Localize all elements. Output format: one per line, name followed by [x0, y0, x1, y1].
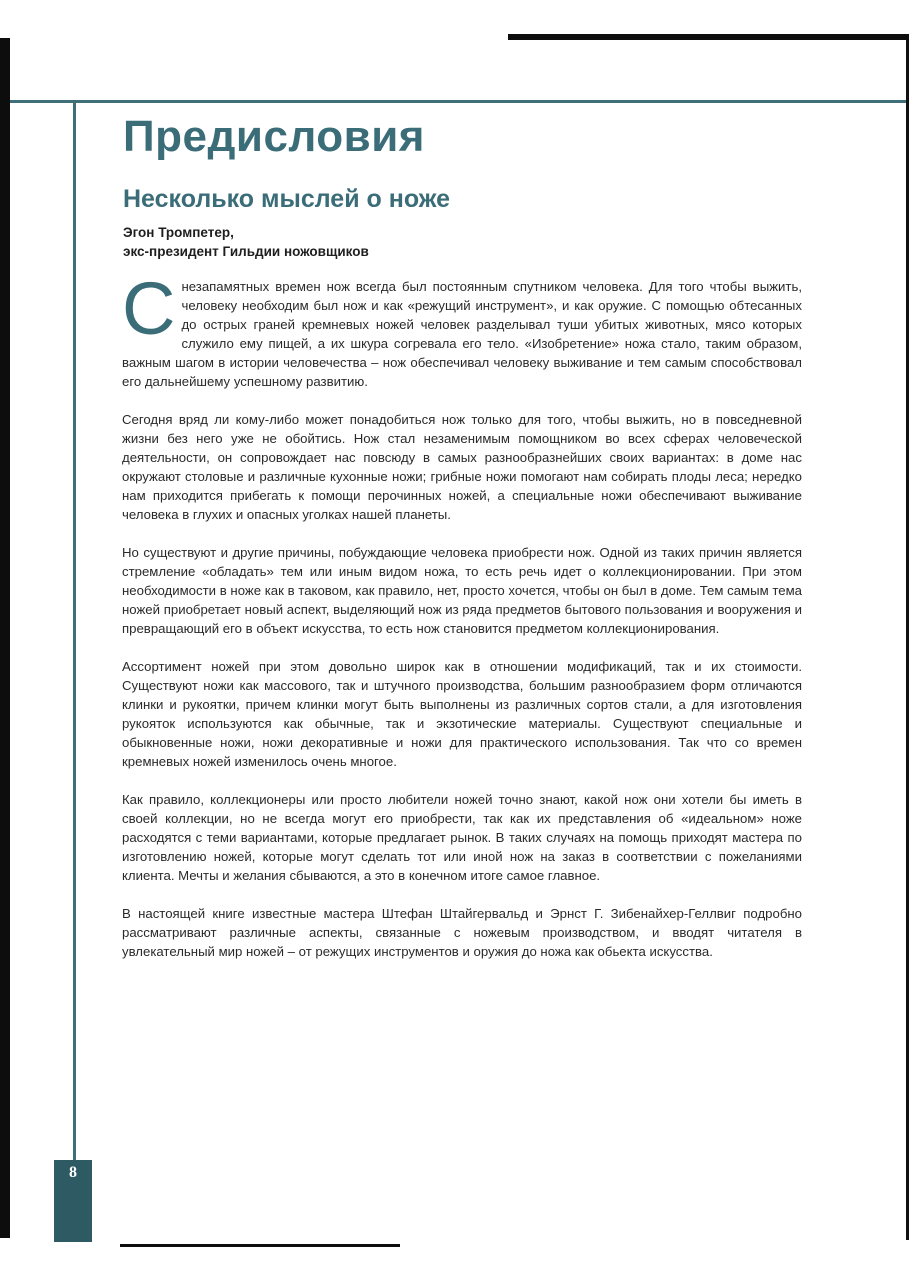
body-text: [122, 267, 802, 980]
page-number-tab: [54, 1160, 92, 1242]
chapter-title: Предисловия: [123, 112, 425, 161]
section-title: Несколько мыслей о ноже: [123, 185, 451, 213]
header-rule: [10, 100, 906, 103]
drop-cap: С: [122, 267, 176, 350]
paragraph-2: Сегодня вряд ли кому-либо может понадобиться нож только для того, чтобы выжить, но в повседневной жизни без него уже не обойтись. Нож стал незаменимым помощником во всех сферах человеческой деятельности, он сопровождает нас повсюду в самых разнообразнейших своих вариантах: в доме нас окружают столовые и различные кухонные ножи; грибные ножи помогают нам собирать плоды леса; нередко нам приходится прибегать к помощи перочинных ножей, а специальные ножи обеспечивают выживание человека в глухих и опасных уголках нашей планеты.: [122, 412, 802, 522]
scan-border-top: [508, 34, 909, 40]
margin-rule: [73, 100, 76, 1240]
author-block: [123, 223, 723, 261]
paragraph-4: Ассортимент ножей при этом довольно широк как в отношении модификаций, так и их стоимости. Существуют ножи как массового, так и штучного производства, большим разнообразием форм отличаются клинки и рукоятки, причем клинки могут быть выполнены из различных сортов стали, а для изготовления рукояток используются как обычные, так и экзотические материалы. Существуют специальные и обыкновенные ножи, ножи декоративные и ножи для практического использования. Так что со времен кремневых ножей изменилось очень многое.: [122, 659, 802, 769]
author-name: Эгон Тромпетер,: [123, 225, 234, 240]
paragraph-6: В настоящей книге известные мастера Штефан Штайгервальд и Эрнст Г. Зибенайхер-Геллвиг подробно рассматривают различные аспекты, связанные с ножевым производством, и вводят читателя в увлекательный мир ножей – от режущих инструментов и оружия до ножа как обьекта искусства.: [122, 906, 802, 959]
scan-border-left: [0, 38, 10, 1238]
paragraph-1-text: незапамятных времен нож всегда был постоянным спутником человека. Для того чтобы выжить, человеку необходим был нож и как «режущий инструмент», и как оружие. С помощью обтесанных до острых граней кремневых ножей человек разделывал туши убитых животных, мясо которых служило ему пищей, а их шкура согревала его тело. «Изобретение» ножа стало, таким образом, важным шагом в истории человечества – нож обеспечивал человеку выживание и тем самым способствовал его дальнейшему успешному развитию.: [122, 279, 802, 389]
paragraph-1: [122, 267, 802, 391]
paragraph-5: Как правило, коллекционеры или просто любители ножей точно знают, какой нож они хотели бы иметь в своей коллекции, но не всегда могут его приобрести, так как их представления об «идеальном» ноже расходятся с теми вариантами, которые предлагает рынок. В таких случаях на помощь приходят мастера по изготовлению ножей, которые могут сделать тот или иной нож на заказ в соответствии с пожеланиями клиента. Мечты и желания сбываются, а это в конечном итоге самое главное.: [122, 792, 802, 883]
author-role: экс-президент Гильдии ножовщиков: [123, 244, 369, 259]
paragraph-3: Но существуют и другие причины, побуждающие человека приобрести нож. Одной из таких причин является стремление «обладать» тем или иным видом ножа, то есть речь идет о коллекционировании. При этом необходимости в ноже как в таковом, как правило, нет, просто хочется, чтобы он был в доме. Тем самым тема ножей приобретает новый аспект, выделяющий нож из ряда предметов бытового пользования и вооружения и превращающий его в объект искусства, то есть нож становится предметом коллекционирования.: [122, 545, 802, 636]
scan-border-bottom: [120, 1244, 400, 1247]
page-number: 8: [69, 1164, 77, 1181]
